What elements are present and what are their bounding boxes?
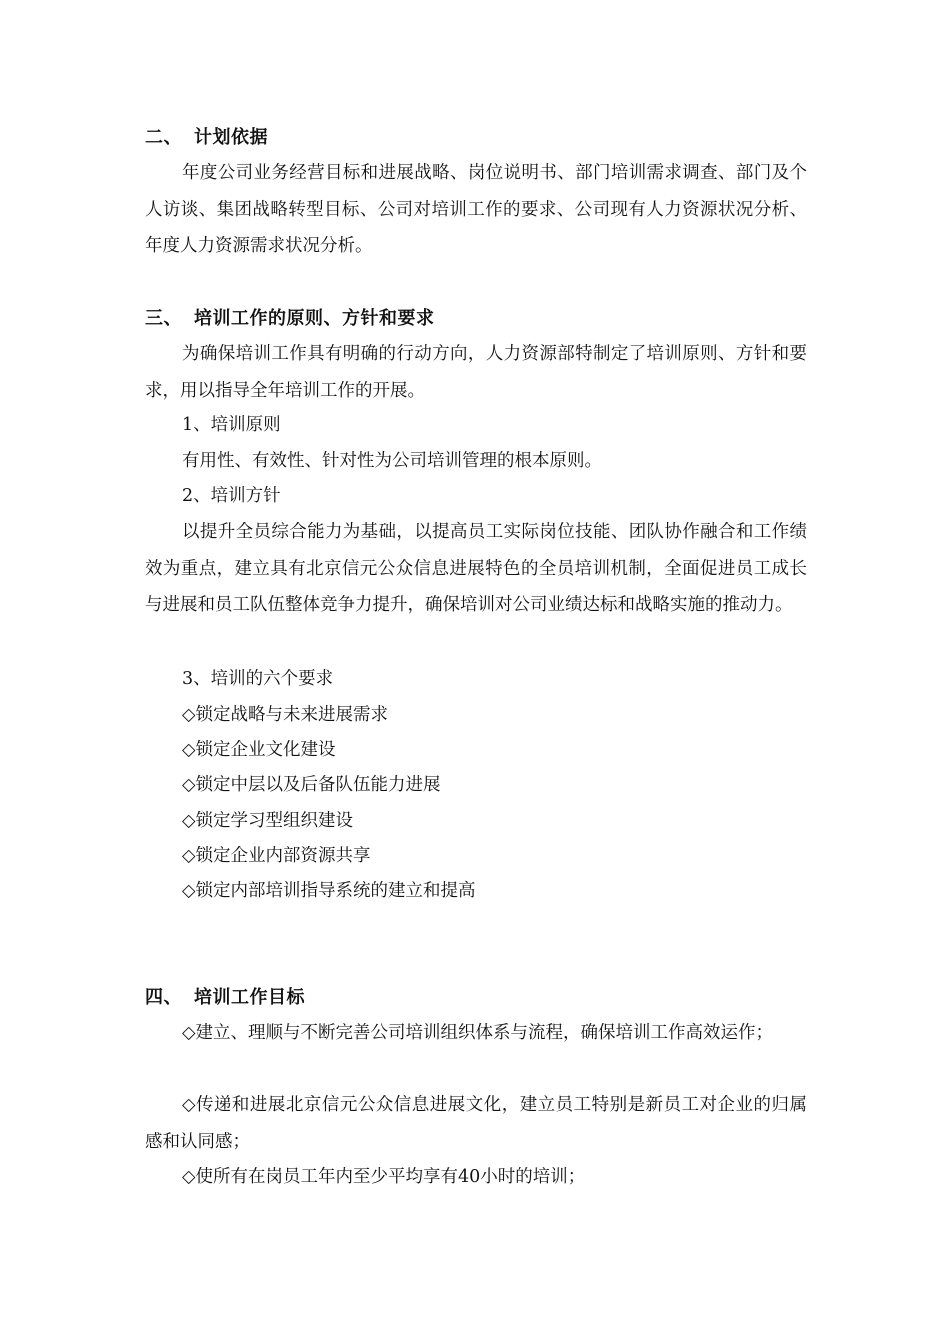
section-3-heading: [145, 307, 435, 331]
requirement-item: ◇锁定战略与未来进展需求: [182, 705, 388, 725]
principle-heading: 1、培训原则: [182, 415, 281, 435]
document-page: [145, 0, 807, 1344]
requirement-item: ◇锁定企业内部资源共享: [182, 846, 371, 866]
goal-item: ◇传递和进展北京信元公众信息进展文化，建立员工特别是新员工对企业的归属感和认同感；: [145, 1095, 807, 1152]
requirement-item: ◇锁定中层以及后备队伍能力进展: [182, 775, 441, 795]
goal-item: ◇使所有在岗员工年内至少平均享有40小时的培训；: [182, 1167, 586, 1187]
section-4-number: 四、: [145, 987, 182, 1008]
section-3-number: 三、: [145, 308, 182, 329]
requirements-heading: 3、培训的六个要求: [182, 669, 334, 689]
goal-item: ◇建立、理顺与不断完善公司培训组织体系与流程，确保培训工作高效运作；: [182, 1023, 773, 1043]
section-4-title: 培训工作目标: [194, 987, 305, 1008]
policy-heading: 2、培训方针: [182, 486, 281, 506]
requirement-item: ◇锁定企业文化建设: [182, 740, 336, 760]
principle-body: 有用性、有效性、针对性为公司培训管理的根本原则。: [182, 451, 602, 471]
section-2-title: 计划依据: [194, 127, 268, 148]
requirement-item: ◇锁定内部培训指导系统的建立和提高: [182, 881, 476, 901]
section-2-heading: [145, 126, 268, 150]
section-3-title: 培训工作的原则、方针和要求: [194, 308, 435, 329]
section-2-number: 二、: [145, 127, 182, 148]
section-2-body: 年度公司业务经营目标和进展战略、岗位说明书、部门培训需求调查、部门及个人访谈、集团战略转型目标、公司对培训工作的要求、公司现有人力资源状况分析、年度人力资源需求状况分析。: [145, 163, 807, 256]
requirement-item: ◇锁定学习型组织建设: [182, 811, 353, 831]
section-3-intro: 为确保培训工作具有明确的行动方向，人力资源部特制定了培训原则、方针和要求，用以指导全年培训工作的开展。: [145, 344, 807, 401]
section-4-heading: [145, 986, 305, 1010]
policy-body: 以提升全员综合能力为基础，以提高员工实际岗位技能、团队协作融合和工作绩效为重点，建立具有北京信元公众信息进展特色的全员培训机制，全面促进员工成长与进展和员工队伍整体竞争力提升，确保培训对公司业绩达标和战略实施的推动力。: [145, 522, 807, 615]
